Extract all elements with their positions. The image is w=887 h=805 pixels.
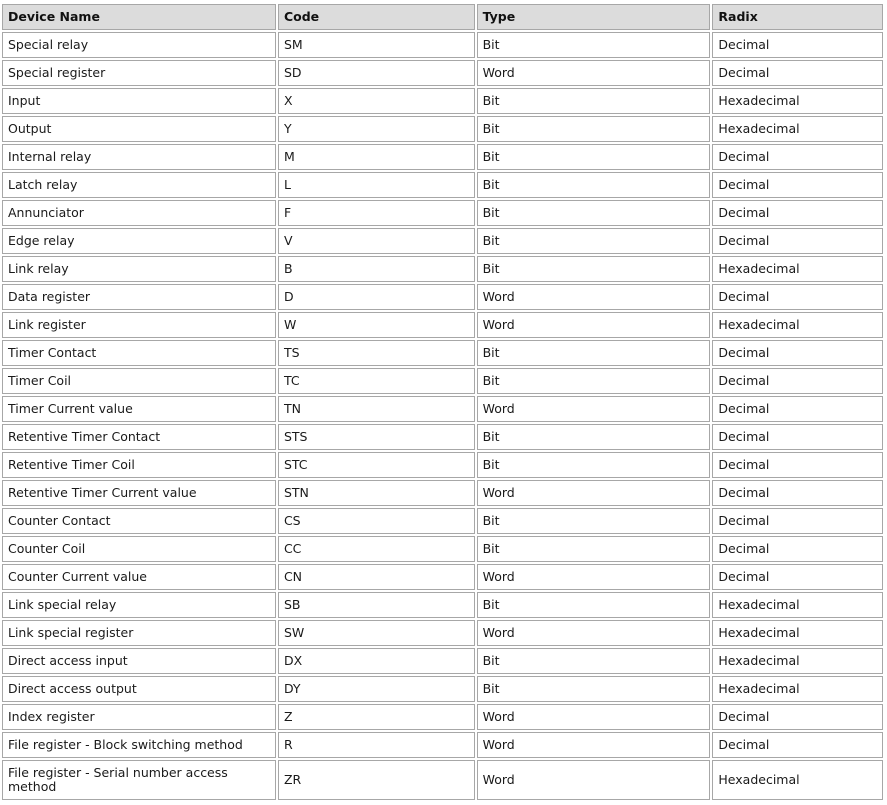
code-cell: X bbox=[278, 88, 475, 114]
type-cell: Word bbox=[477, 312, 711, 338]
type-cell: Bit bbox=[477, 256, 711, 282]
table-body bbox=[2, 32, 883, 800]
code-cell: STN bbox=[278, 480, 475, 506]
table-row bbox=[2, 620, 883, 646]
device-name-cell: Direct access input bbox=[2, 648, 276, 674]
type-cell: Word bbox=[477, 284, 711, 310]
type-cell: Bit bbox=[477, 508, 711, 534]
device-name-cell: File register - Serial number access method bbox=[2, 760, 276, 800]
code-cell: SW bbox=[278, 620, 475, 646]
radix-cell: Decimal bbox=[712, 144, 883, 170]
radix-cell: Decimal bbox=[712, 508, 883, 534]
radix-cell: Decimal bbox=[712, 732, 883, 758]
table-row bbox=[2, 396, 883, 422]
device-name-cell: Special register bbox=[2, 60, 276, 86]
code-cell: TS bbox=[278, 340, 475, 366]
table-row bbox=[2, 564, 883, 590]
device-name-cell: Retentive Timer Coil bbox=[2, 452, 276, 478]
device-name-cell: Internal relay bbox=[2, 144, 276, 170]
header-type: Type bbox=[477, 4, 711, 30]
device-name-cell: Edge relay bbox=[2, 228, 276, 254]
radix-cell: Decimal bbox=[712, 536, 883, 562]
radix-cell: Decimal bbox=[712, 200, 883, 226]
table-row bbox=[2, 676, 883, 702]
device-name-cell: Timer Current value bbox=[2, 396, 276, 422]
type-cell: Word bbox=[477, 732, 711, 758]
radix-cell: Decimal bbox=[712, 704, 883, 730]
radix-cell: Decimal bbox=[712, 368, 883, 394]
code-cell: SB bbox=[278, 592, 475, 618]
header-radix: Radix bbox=[712, 4, 883, 30]
radix-cell: Hexadecimal bbox=[712, 620, 883, 646]
code-cell: R bbox=[278, 732, 475, 758]
device-name-cell: Link special relay bbox=[2, 592, 276, 618]
type-cell: Bit bbox=[477, 116, 711, 142]
code-cell: Y bbox=[278, 116, 475, 142]
radix-cell: Decimal bbox=[712, 32, 883, 58]
type-cell: Bit bbox=[477, 172, 711, 198]
radix-cell: Decimal bbox=[712, 60, 883, 86]
code-cell: V bbox=[278, 228, 475, 254]
code-cell: D bbox=[278, 284, 475, 310]
radix-cell: Decimal bbox=[712, 284, 883, 310]
type-cell: Word bbox=[477, 564, 711, 590]
table-row bbox=[2, 508, 883, 534]
radix-cell: Decimal bbox=[712, 564, 883, 590]
device-name-cell: Timer Coil bbox=[2, 368, 276, 394]
radix-cell: Decimal bbox=[712, 424, 883, 450]
table-row bbox=[2, 480, 883, 506]
table-row bbox=[2, 172, 883, 198]
type-cell: Word bbox=[477, 480, 711, 506]
code-cell: F bbox=[278, 200, 475, 226]
table-row bbox=[2, 592, 883, 618]
table-row bbox=[2, 368, 883, 394]
device-name-cell: Counter Coil bbox=[2, 536, 276, 562]
code-cell: CS bbox=[278, 508, 475, 534]
radix-cell: Hexadecimal bbox=[712, 256, 883, 282]
radix-cell: Decimal bbox=[712, 340, 883, 366]
type-cell: Word bbox=[477, 704, 711, 730]
radix-cell: Hexadecimal bbox=[712, 676, 883, 702]
device-name-cell: Index register bbox=[2, 704, 276, 730]
device-name-cell: Link relay bbox=[2, 256, 276, 282]
radix-cell: Decimal bbox=[712, 396, 883, 422]
code-cell: DX bbox=[278, 648, 475, 674]
code-cell: TN bbox=[278, 396, 475, 422]
device-name-cell: Counter Current value bbox=[2, 564, 276, 590]
radix-cell: Decimal bbox=[712, 480, 883, 506]
table-row bbox=[2, 536, 883, 562]
code-cell: B bbox=[278, 256, 475, 282]
type-cell: Bit bbox=[477, 88, 711, 114]
code-cell: SM bbox=[278, 32, 475, 58]
type-cell: Bit bbox=[477, 648, 711, 674]
code-cell: Z bbox=[278, 704, 475, 730]
code-cell: CN bbox=[278, 564, 475, 590]
table-row bbox=[2, 144, 883, 170]
radix-cell: Decimal bbox=[712, 452, 883, 478]
code-cell: STC bbox=[278, 452, 475, 478]
table-row bbox=[2, 424, 883, 450]
device-name-cell: Output bbox=[2, 116, 276, 142]
type-cell: Word bbox=[477, 760, 711, 800]
device-name-cell: Special relay bbox=[2, 32, 276, 58]
table-row bbox=[2, 340, 883, 366]
type-cell: Word bbox=[477, 620, 711, 646]
code-cell: CC bbox=[278, 536, 475, 562]
device-table bbox=[0, 2, 885, 802]
device-name-cell: Link special register bbox=[2, 620, 276, 646]
type-cell: Bit bbox=[477, 452, 711, 478]
code-cell: DY bbox=[278, 676, 475, 702]
type-cell: Bit bbox=[477, 536, 711, 562]
device-name-cell: Link register bbox=[2, 312, 276, 338]
table-row bbox=[2, 452, 883, 478]
type-cell: Bit bbox=[477, 200, 711, 226]
table-row bbox=[2, 200, 883, 226]
table-row bbox=[2, 32, 883, 58]
table-row bbox=[2, 228, 883, 254]
radix-cell: Decimal bbox=[712, 172, 883, 198]
code-cell: STS bbox=[278, 424, 475, 450]
radix-cell: Hexadecimal bbox=[712, 760, 883, 800]
code-cell: TC bbox=[278, 368, 475, 394]
device-name-cell: File register - Block switching method bbox=[2, 732, 276, 758]
radix-cell: Hexadecimal bbox=[712, 648, 883, 674]
radix-cell: Hexadecimal bbox=[712, 88, 883, 114]
type-cell: Bit bbox=[477, 676, 711, 702]
device-name-cell: Direct access output bbox=[2, 676, 276, 702]
table-row bbox=[2, 312, 883, 338]
table-row bbox=[2, 284, 883, 310]
header-device-name: Device Name bbox=[2, 4, 276, 30]
table-row bbox=[2, 116, 883, 142]
type-cell: Word bbox=[477, 396, 711, 422]
device-name-cell: Input bbox=[2, 88, 276, 114]
device-name-cell: Retentive Timer Current value bbox=[2, 480, 276, 506]
table-row bbox=[2, 704, 883, 730]
table-row bbox=[2, 256, 883, 282]
header-code: Code bbox=[278, 4, 475, 30]
table-row bbox=[2, 88, 883, 114]
device-name-cell: Timer Contact bbox=[2, 340, 276, 366]
device-name-cell: Latch relay bbox=[2, 172, 276, 198]
device-name-cell: Annunciator bbox=[2, 200, 276, 226]
radix-cell: Hexadecimal bbox=[712, 116, 883, 142]
table-row bbox=[2, 760, 883, 800]
device-name-cell: Counter Contact bbox=[2, 508, 276, 534]
radix-cell: Hexadecimal bbox=[712, 312, 883, 338]
radix-cell: Hexadecimal bbox=[712, 592, 883, 618]
code-cell: L bbox=[278, 172, 475, 198]
code-cell: M bbox=[278, 144, 475, 170]
table-row bbox=[2, 732, 883, 758]
device-name-cell: Retentive Timer Contact bbox=[2, 424, 276, 450]
type-cell: Bit bbox=[477, 340, 711, 366]
table-row bbox=[2, 648, 883, 674]
code-cell: W bbox=[278, 312, 475, 338]
type-cell: Bit bbox=[477, 368, 711, 394]
code-cell: ZR bbox=[278, 760, 475, 800]
type-cell: Bit bbox=[477, 32, 711, 58]
type-cell: Bit bbox=[477, 144, 711, 170]
table-row bbox=[2, 60, 883, 86]
radix-cell: Decimal bbox=[712, 228, 883, 254]
device-name-cell: Data register bbox=[2, 284, 276, 310]
table-header-row bbox=[2, 4, 883, 30]
type-cell: Word bbox=[477, 60, 711, 86]
type-cell: Bit bbox=[477, 228, 711, 254]
type-cell: Bit bbox=[477, 424, 711, 450]
code-cell: SD bbox=[278, 60, 475, 86]
type-cell: Bit bbox=[477, 592, 711, 618]
